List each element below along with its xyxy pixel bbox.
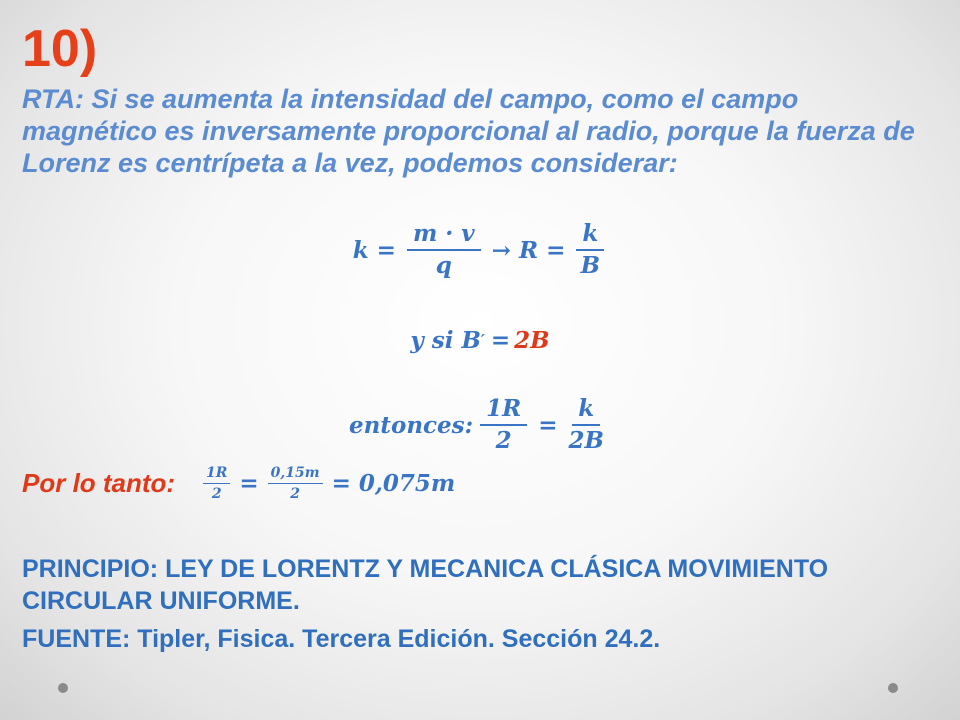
eq1-frac1-numerator: m · v (407, 220, 481, 251)
eq1-fraction-mv-q (407, 220, 481, 280)
eq1-lhs: k = (352, 236, 396, 264)
eq1-arrow-r: → R = (491, 236, 566, 264)
conc-frac2-denominator: 2 (290, 485, 300, 502)
equation-entonces (0, 395, 960, 455)
equation-k-definition (0, 220, 960, 280)
eq3-fraction-k-2b (569, 395, 604, 455)
answer-line: Lorenz es centrípeta a la vez, podemos considerar: (22, 148, 678, 178)
principle-text (22, 553, 828, 617)
eq3-frac1-numerator: 1R (480, 395, 527, 426)
principle-line: CIRCULAR UNIFORME. (22, 587, 300, 615)
conc-fraction-015m-2 (268, 464, 323, 503)
conclusion-label: Por lo tanto: (22, 468, 176, 498)
eq3-equals: = (538, 411, 558, 439)
eq2-rhs: 2B (514, 326, 550, 354)
answer-line: RTA: Si se aumenta la intensidad del campo, como el campo (22, 84, 799, 114)
conc-frac1-denominator: 2 (211, 485, 222, 502)
equation-b-doubled (0, 322, 960, 358)
conclusion-equation (198, 463, 459, 503)
eq1-frac1-denominator: q (435, 252, 452, 279)
conc-equals: = (239, 469, 259, 497)
eq3-frac2-numerator: k (572, 395, 600, 426)
eq2-lhs: y si B (410, 326, 481, 354)
eq1-frac2-numerator: k (576, 220, 604, 251)
eq1-fraction-k-b (576, 220, 604, 280)
conc-frac1-numerator: 1R (203, 464, 230, 484)
eq3-fraction-1r-2 (480, 395, 527, 455)
decorative-dot-right (888, 683, 898, 693)
answer-paragraph (22, 83, 915, 179)
eq2-equals: = (490, 326, 511, 354)
conc-frac2-numerator: 0,15m (268, 464, 323, 484)
eq3-frac1-denominator: 2 (495, 427, 512, 454)
conc-result: = 0,075m (331, 469, 456, 497)
conc-fraction-1r-2 (203, 464, 230, 503)
eq1-frac2-denominator: B (580, 252, 601, 279)
decorative-dot-left (58, 683, 68, 693)
eq3-label: entonces: (349, 411, 474, 439)
slide-title: 10) (22, 20, 98, 78)
answer-line: magnético es inversamente proporcional al radio, porque la fuerza de (22, 116, 915, 146)
eq2-prime: ′ (480, 331, 485, 349)
eq3-frac2-denominator: 2B (568, 427, 604, 454)
principle-line: PRINCIPIO: LEY DE LORENTZ Y MECANICA CLÁSICA MOVIMIENTO (22, 555, 829, 583)
source-citation: FUENTE: Tipler, Fisica. Tercera Edición. Sección 24.2. (22, 625, 661, 653)
